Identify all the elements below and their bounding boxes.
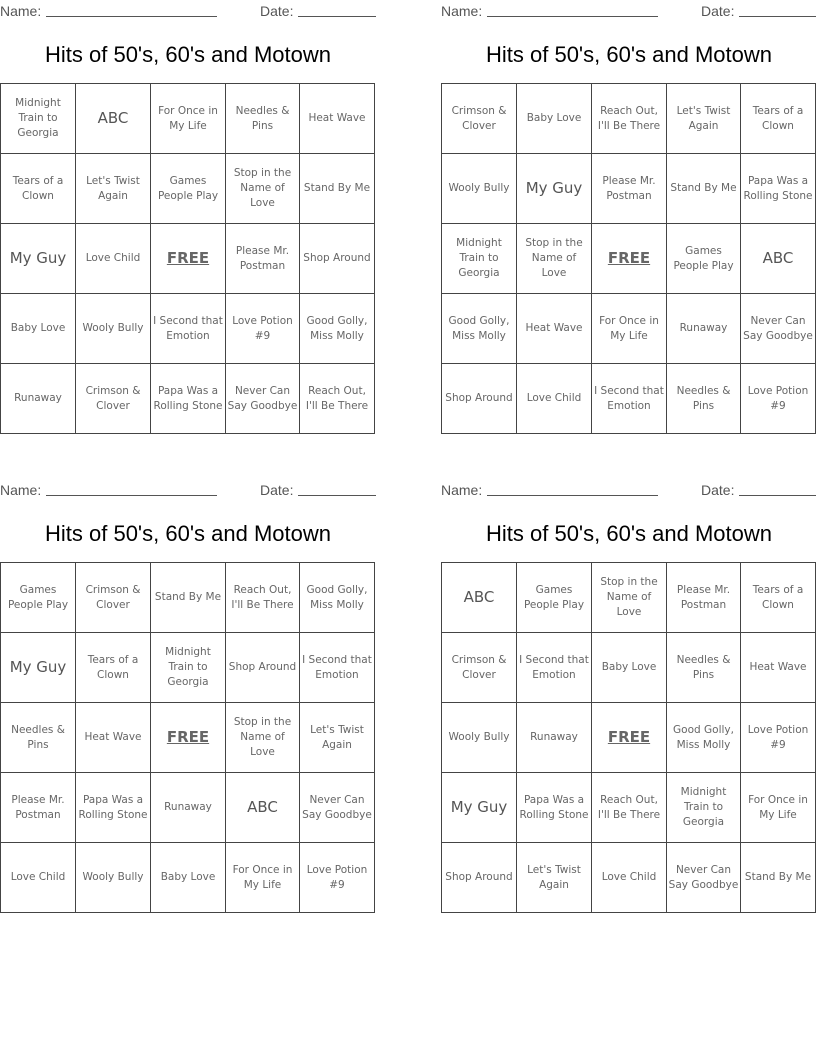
bingo-grid [0, 562, 375, 913]
bingo-cell: Stop in the Name of Love [226, 154, 300, 224]
bingo-cell: Love Child [76, 224, 151, 294]
bingo-cell: I Second that Emotion [592, 364, 667, 434]
bingo-cell: Reach Out, I'll Be There [226, 563, 300, 633]
bingo-cell: Shop Around [226, 633, 300, 703]
card-title: Hits of 50's, 60's and Motown [45, 521, 331, 546]
bingo-cell: Heat Wave [300, 84, 375, 154]
bingo-cell: Good Golly, Miss Molly [667, 703, 741, 773]
bingo-cell: Love Potion #9 [300, 843, 375, 913]
bingo-cell: Please Mr. Postman [667, 563, 741, 633]
bingo-cell: Reach Out, I'll Be There [300, 364, 375, 434]
bingo-cell: Midnight Train to Georgia [151, 633, 226, 703]
bingo-cell: Papa Was a Rolling Stone [741, 154, 816, 224]
bingo-card [0, 479, 376, 891]
name-label: Name: [441, 3, 483, 19]
bingo-cell: Let's Twist Again [667, 84, 741, 154]
bingo-cell: I Second that Emotion [151, 294, 226, 364]
free-space: FREE [592, 703, 667, 773]
bingo-cell: Games People Play [517, 563, 592, 633]
date-label: Date: [701, 3, 735, 19]
bingo-cell: Stand By Me [151, 563, 226, 633]
card-title: Hits of 50's, 60's and Motown [45, 42, 331, 67]
bingo-cell: Stop in the Name of Love [226, 703, 300, 773]
bingo-card [0, 0, 376, 412]
bingo-cell: ABC [76, 84, 151, 154]
bingo-cell: For Once in My Life [151, 84, 226, 154]
bingo-cell: Midnight Train to Georgia [667, 773, 741, 843]
bingo-cell: Let's Twist Again [300, 703, 375, 773]
card-title: Hits of 50's, 60's and Motown [486, 42, 772, 67]
bingo-cell: Crimson & Clover [442, 84, 517, 154]
bingo-cell: Love Child [1, 843, 76, 913]
bingo-cell: Heat Wave [517, 294, 592, 364]
bingo-cell: Games People Play [151, 154, 226, 224]
bingo-cell: ABC [226, 773, 300, 843]
bingo-cell: Heat Wave [741, 633, 816, 703]
bingo-cell: Stand By Me [741, 843, 816, 913]
bingo-cell: Needles & Pins [667, 364, 741, 434]
bingo-cell: Stop in the Name of Love [592, 563, 667, 633]
bingo-cell: Tears of a Clown [741, 84, 816, 154]
name-label: Name: [0, 3, 42, 19]
free-space: FREE [151, 703, 226, 773]
date-field[interactable] [739, 16, 816, 17]
free-space: FREE [592, 224, 667, 294]
bingo-cell: Love Potion #9 [226, 294, 300, 364]
bingo-cell: Wooly Bully [76, 294, 151, 364]
bingo-card [441, 0, 816, 412]
card-header [0, 479, 376, 501]
card-title: Hits of 50's, 60's and Motown [486, 521, 772, 546]
bingo-cell: Baby Love [1, 294, 76, 364]
name-label: Name: [0, 482, 42, 498]
card-header [441, 479, 816, 501]
bingo-cell: Good Golly, Miss Molly [300, 563, 375, 633]
bingo-cell: Baby Love [517, 84, 592, 154]
bingo-cell: Love Child [517, 364, 592, 434]
bingo-cell: Reach Out, I'll Be There [592, 84, 667, 154]
bingo-cell: Love Potion #9 [741, 703, 816, 773]
name-field[interactable] [487, 16, 658, 17]
bingo-cell: For Once in My Life [592, 294, 667, 364]
bingo-cell: Heat Wave [76, 703, 151, 773]
bingo-cell: Good Golly, Miss Molly [300, 294, 375, 364]
bingo-cell: Wooly Bully [442, 154, 517, 224]
bingo-cell: Wooly Bully [76, 843, 151, 913]
bingo-cell: Stop in the Name of Love [517, 224, 592, 294]
bingo-grid [0, 83, 375, 434]
bingo-cell: ABC [442, 563, 517, 633]
name-field[interactable] [46, 16, 217, 17]
bingo-cell: My Guy [517, 154, 592, 224]
bingo-cell: Runaway [151, 773, 226, 843]
bingo-cell: For Once in My Life [741, 773, 816, 843]
bingo-cell: Runaway [517, 703, 592, 773]
bingo-cell: Let's Twist Again [517, 843, 592, 913]
bingo-cell: ABC [741, 224, 816, 294]
bingo-cell: Never Can Say Goodbye [226, 364, 300, 434]
date-label: Date: [260, 482, 294, 498]
bingo-cell: My Guy [1, 633, 76, 703]
card-header [441, 0, 816, 22]
bingo-cell: Papa Was a Rolling Stone [76, 773, 151, 843]
bingo-cell: Never Can Say Goodbye [741, 294, 816, 364]
date-label: Date: [260, 3, 294, 19]
bingo-cell: Tears of a Clown [76, 633, 151, 703]
bingo-cell: Please Mr. Postman [226, 224, 300, 294]
bingo-cell: I Second that Emotion [517, 633, 592, 703]
bingo-cell: Papa Was a Rolling Stone [151, 364, 226, 434]
bingo-cell: Needles & Pins [226, 84, 300, 154]
bingo-cell: For Once in My Life [226, 843, 300, 913]
bingo-cell: Shop Around [300, 224, 375, 294]
bingo-cell: Papa Was a Rolling Stone [517, 773, 592, 843]
bingo-cell: Love Child [592, 843, 667, 913]
bingo-cell: I Second that Emotion [300, 633, 375, 703]
bingo-cell: Please Mr. Postman [592, 154, 667, 224]
bingo-cell: Shop Around [442, 364, 517, 434]
bingo-cell: Baby Love [592, 633, 667, 703]
bingo-cell: Never Can Say Goodbye [300, 773, 375, 843]
bingo-cell: Midnight Train to Georgia [442, 224, 517, 294]
bingo-cell: Needles & Pins [1, 703, 76, 773]
bingo-cell: Wooly Bully [442, 703, 517, 773]
bingo-cell: Tears of a Clown [1, 154, 76, 224]
bingo-cell: My Guy [1, 224, 76, 294]
date-label: Date: [701, 482, 735, 498]
bingo-cell: Games People Play [1, 563, 76, 633]
bingo-cell: Let's Twist Again [76, 154, 151, 224]
bingo-cell: Crimson & Clover [442, 633, 517, 703]
bingo-cell: Never Can Say Goodbye [667, 843, 741, 913]
bingo-cell: Stand By Me [300, 154, 375, 224]
bingo-cell: Reach Out, I'll Be There [592, 773, 667, 843]
bingo-cell: Runaway [667, 294, 741, 364]
card-header [0, 0, 376, 22]
bingo-cell: Shop Around [442, 843, 517, 913]
name-field[interactable] [46, 495, 217, 496]
bingo-cell: Love Potion #9 [741, 364, 816, 434]
bingo-cell: Needles & Pins [667, 633, 741, 703]
date-field[interactable] [298, 16, 376, 17]
name-label: Name: [441, 482, 483, 498]
bingo-grid [441, 562, 816, 913]
free-space: FREE [151, 224, 226, 294]
bingo-cell: My Guy [442, 773, 517, 843]
bingo-cell: Runaway [1, 364, 76, 434]
bingo-cell: Midnight Train to Georgia [1, 84, 76, 154]
date-field[interactable] [739, 495, 816, 496]
bingo-cell: Crimson & Clover [76, 364, 151, 434]
bingo-cell: Crimson & Clover [76, 563, 151, 633]
bingo-cell: Tears of a Clown [741, 563, 816, 633]
bingo-cell: Please Mr. Postman [1, 773, 76, 843]
bingo-cell: Good Golly, Miss Molly [442, 294, 517, 364]
bingo-cell: Baby Love [151, 843, 226, 913]
name-field[interactable] [487, 495, 658, 496]
bingo-grid [441, 83, 816, 434]
bingo-cell: Stand By Me [667, 154, 741, 224]
bingo-cell: Games People Play [667, 224, 741, 294]
date-field[interactable] [298, 495, 376, 496]
bingo-card [441, 479, 816, 891]
